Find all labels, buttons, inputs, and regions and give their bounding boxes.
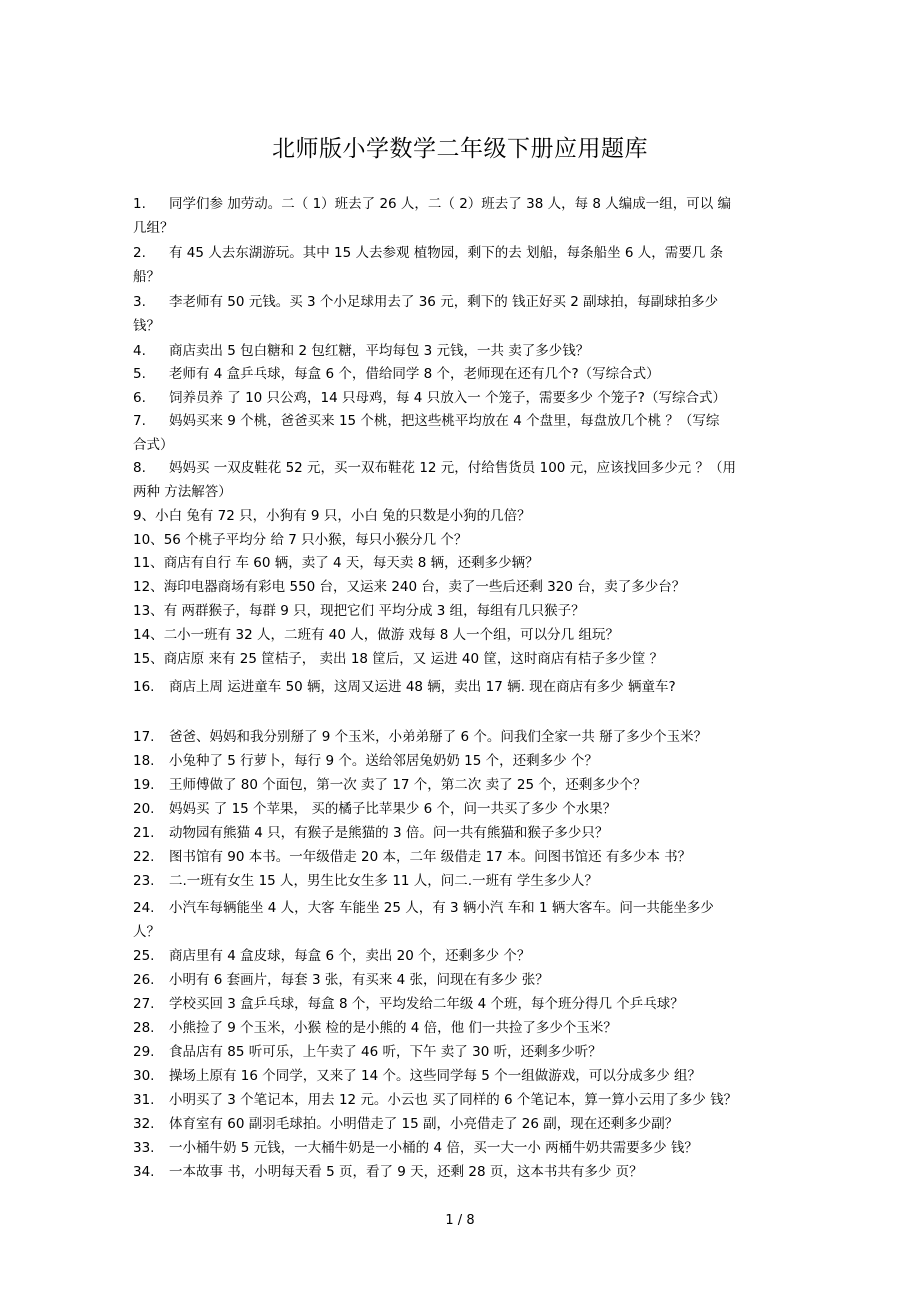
question-text: 操场上原有 16 个同学，又来了 14 个。这些同学每 5 个一组做游戏，可以分成多少 组？	[169, 1068, 701, 1084]
question-15-line-1	[133, 648, 791, 671]
question-number: 31.	[133, 1092, 155, 1108]
question-text: 李老师有 50 元钱。买 3 个小足球用去了 36 元，剩下的 钱正好买 2 副球拍，每副球拍多少	[169, 294, 719, 310]
question-18-line-1	[133, 750, 791, 773]
question-text: 小汽车每辆能坐 4 人，大客 车能坐 25 人，有 3 辆小汽 车和 1 辆大客车。问一共能坐多少	[169, 900, 714, 916]
question-number: 14、	[133, 627, 164, 643]
question-number: 27.	[133, 996, 155, 1012]
question-number: 4.	[133, 343, 146, 359]
question-text: 二小一班有 32 人，二班有 40 人，做游 戏每 8 人一个组，可以分几 组玩？	[163, 627, 619, 643]
question-number: 10、	[133, 532, 164, 548]
question-4-line-1	[133, 340, 791, 363]
question-text: 小熊捡了 9 个玉米，小猴 检的是小熊的 4 倍，他 们一共捡了多少个玉米？	[169, 1020, 617, 1036]
question-number: 34.	[133, 1164, 155, 1180]
question-text: 有 两群猴子，每群 9 只，现把它们 平均分成 3 组，每组有几只猴子？	[163, 603, 585, 619]
question-17-line-1	[133, 726, 791, 749]
question-text: 一本故事 书，小明每天看 5 页，看了 9 天，还剩 28 页，这本书共有多少 页？	[169, 1164, 643, 1180]
question-text: 56 个桃子平均分 给 7 只小猴，每只小猴分几 个？	[163, 532, 468, 548]
question-number: 32.	[133, 1116, 155, 1132]
question-text: 船？	[133, 269, 160, 285]
question-number: 7.	[133, 413, 146, 429]
question-text: 一小桶牛奶 5 元钱，一大桶牛奶是一小桶的 4 倍，买一大一小 两桶牛奶共需要多少 钱？	[169, 1140, 698, 1156]
question-text: 小明买了 3 个笔记本，用去 12 元。小云也 买了同样的 6 个笔记本，算一算小云用了多少 钱？	[169, 1092, 738, 1108]
question-32-line-1	[133, 1113, 791, 1136]
question-8-line-2	[133, 481, 791, 504]
question-13-line-1	[133, 600, 791, 623]
question-number: 13、	[133, 603, 164, 619]
question-24-line-2	[133, 921, 791, 944]
question-number: 6.	[133, 390, 146, 406]
question-text: 妈妈买 了 15 个苹果， 买的橘子比苹果少 6 个，问一共买了多少 个水果？	[169, 801, 617, 817]
question-3-line-1	[133, 291, 791, 314]
question-number: 9、	[133, 508, 156, 524]
question-6-line-1	[133, 387, 791, 410]
question-text: 小白 兔有 72 只，小狗有 9 只，小白 兔的只数是小狗的几倍？	[155, 508, 531, 524]
question-1-line-2	[133, 217, 791, 240]
question-text: 爸爸、妈妈和我分别掰了 9 个玉米，小弟弟掰了 6 个。问我们全家一共 掰了多少个玉米？	[169, 729, 708, 745]
question-number: 19.	[133, 777, 155, 793]
question-number: 11、	[133, 555, 164, 571]
question-19-line-1	[133, 774, 791, 797]
question-number: 17.	[133, 729, 155, 745]
question-text: 合式）	[133, 437, 174, 453]
question-20-line-1	[133, 798, 791, 821]
question-number: 5.	[133, 366, 146, 382]
question-text: 老师有 4 盒乒乓球，每盒 6 个，借给同学 8 个，老师现在还有几个?（写综合式）	[169, 366, 660, 382]
question-text: 几组？	[133, 220, 174, 236]
question-text: 妈妈买来 9 个桃，爸爸买来 15 个桃，把这些桃平均放在 4 个盘里，每盘放几个桃 ？（写综	[169, 413, 720, 429]
question-number: 18.	[133, 753, 155, 769]
question-text: 妈妈买 一双皮鞋花 52 元，买一双布鞋花 12 元，付给售货员 100 元，应该找回多少元 ？（用	[169, 460, 736, 476]
question-number: 25.	[133, 948, 155, 964]
question-text: 钱？	[133, 318, 160, 334]
question-26-line-1	[133, 969, 791, 992]
question-text: 商店有自行 车 60 辆，卖了 4 天，每天卖 8 辆，还剩多少辆？	[163, 555, 539, 571]
question-number: 24.	[133, 900, 155, 916]
question-24-line-1	[133, 897, 791, 920]
question-2-line-2	[133, 266, 791, 289]
question-28-line-1	[133, 1017, 791, 1040]
question-text: 商店里有 4 盒皮球，每盒 6 个，卖出 20 个，还剩多少 个？	[169, 948, 531, 964]
question-12-line-1	[133, 576, 791, 599]
question-22-line-1	[133, 846, 791, 869]
question-2-line-1	[133, 242, 791, 265]
question-text: 人？	[133, 924, 160, 940]
question-16-line-1	[133, 676, 791, 699]
question-31-line-1	[133, 1089, 791, 1112]
question-number: 2.	[133, 245, 146, 261]
question-number: 16.	[133, 679, 155, 695]
question-33-line-1	[133, 1137, 791, 1160]
question-14-line-1	[133, 624, 791, 647]
question-text: 商店原 来有 25 筐桔子， 卖出 18 筐后，又 运进 40 筐，这时商店有桔子多少筐 ？	[163, 651, 664, 667]
question-text: 饲养员养 了 10 只公鸡，14 只母鸡，每 4 只放入一 个笼子，需要多少 个笼子?（写综合式）	[169, 390, 726, 406]
question-number: 12、	[133, 579, 164, 595]
question-text: 海印电器商场有彩电 550 台，又运来 240 台，卖了一些后还剩 320 台，卖了多少台？	[163, 579, 686, 595]
question-text: 体育室有 60 副羽毛球拍。小明借走了 15 副，小亮借走了 26 副，现在还剩多少副？	[169, 1116, 679, 1132]
question-text: 王师傅做了 80 个面包，第一次 卖了 17 个，第二次 卖了 25 个，还剩多少个？	[169, 777, 647, 793]
question-text: 二.一班有女生 15 人，男生比女生多 11 人，问二.一班有 学生多少人？	[169, 873, 598, 889]
question-text: 学校买回 3 盒乒乓球，每盒 8 个，平均发给二年级 4 个班，每个班分得几 个乒乓球？	[169, 996, 684, 1012]
question-text: 图书馆有 90 本书。一年级借走 20 本，二年 级借走 17 本。问图书馆还 有多少本 书？	[169, 849, 692, 865]
question-text: 商店卖出 5 包白糖和 2 包红糖，平均每包 3 元钱，一共 卖了多少钱？	[169, 343, 590, 359]
question-9-line-1	[133, 505, 791, 528]
question-23-line-1	[133, 870, 791, 893]
question-1-line-1	[133, 193, 791, 216]
question-25-line-1	[133, 945, 791, 968]
question-number: 23.	[133, 873, 155, 889]
question-11-line-1	[133, 552, 791, 575]
question-30-line-1	[133, 1065, 791, 1088]
question-text: 动物园有熊猫 4 只，有猴子是熊猫的 3 倍。问一共有熊猫和猴子多少只？	[169, 825, 609, 841]
question-number: 26.	[133, 972, 155, 988]
question-3-line-2	[133, 315, 791, 338]
question-7-line-2	[133, 434, 791, 457]
question-29-line-1	[133, 1041, 791, 1064]
question-number: 33.	[133, 1140, 155, 1156]
document-title: 北师版小学数学二年级下册应用题库	[272, 136, 648, 162]
question-number: 1.	[133, 196, 146, 212]
question-number: 20.	[133, 801, 155, 817]
question-text: 有 45 人去东湖游玩。其中 15 人去参观 植物园，剩下的去 划船，每条船坐 6 人，需要几 条	[169, 245, 724, 261]
question-text: 两种 方法解答）	[133, 484, 232, 500]
question-number: 30.	[133, 1068, 155, 1084]
question-text: 同学们参 加劳动。二（ 1）班去了 26 人，二（ 2）班去了 38 人，每 8 人编成一组，可以 编	[169, 196, 732, 212]
question-5-line-1	[133, 363, 791, 386]
question-8-line-1	[133, 457, 791, 480]
question-number: 15、	[133, 651, 164, 667]
question-number: 22.	[133, 849, 155, 865]
question-text: 小兔种了 5 行萝卜，每行 9 个。送给邻居兔奶奶 15 个，还剩多少 个？	[169, 753, 598, 769]
question-21-line-1	[133, 822, 791, 845]
question-number: 28.	[133, 1020, 155, 1036]
question-27-line-1	[133, 993, 791, 1016]
question-34-line-1	[133, 1161, 791, 1184]
page-number: 1 / 8	[445, 1213, 475, 1228]
question-text: 食品店有 85 听可乐，上午卖了 46 听，下午 卖了 30 听，还剩多少听？	[169, 1044, 602, 1060]
question-10-line-1	[133, 529, 791, 552]
question-number: 3.	[133, 294, 146, 310]
question-number: 29.	[133, 1044, 155, 1060]
question-number: 8.	[133, 460, 146, 476]
question-text: 商店上周 运进童车 50 辆，这周又运进 48 辆，卖出 17 辆. 现在商店有多少 辆童车?	[169, 679, 676, 695]
question-text: 小明有 6 套画片，每套 3 张，有买来 4 张，问现在有多少 张？	[169, 972, 549, 988]
question-7-line-1	[133, 410, 791, 433]
question-number: 21.	[133, 825, 155, 841]
